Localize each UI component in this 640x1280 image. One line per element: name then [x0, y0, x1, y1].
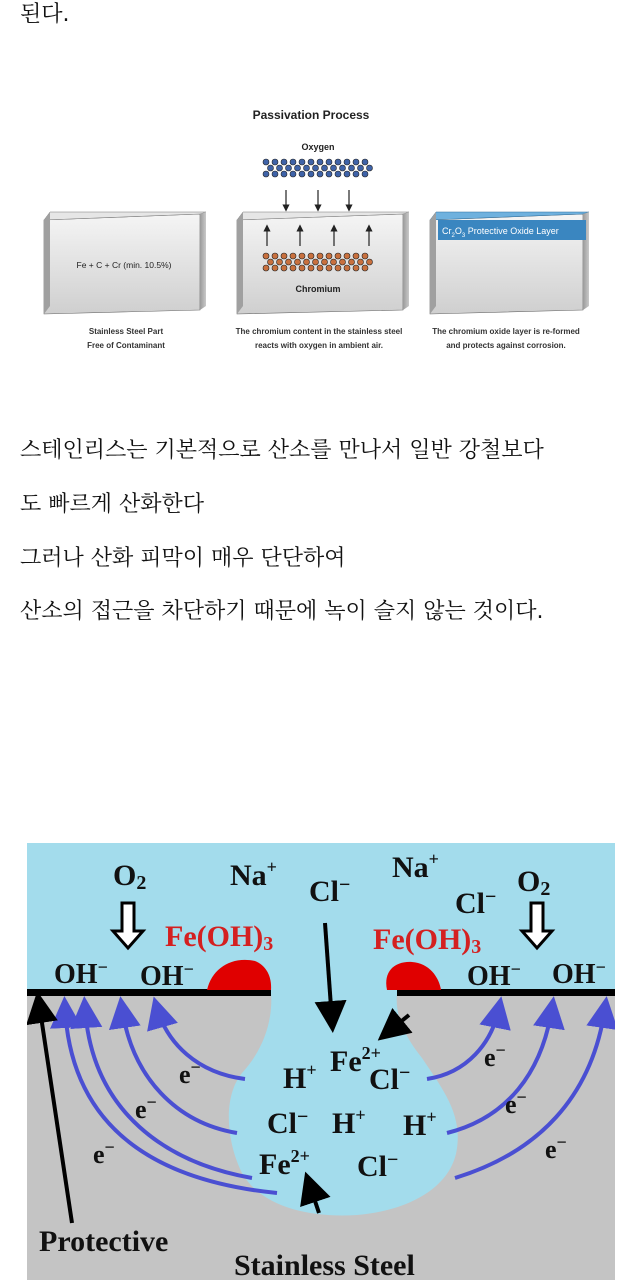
chromium-atom	[358, 259, 364, 265]
oxygen-molecule	[367, 165, 373, 171]
na-ion-right: Na+	[392, 849, 439, 884]
oxygen-molecule	[326, 159, 332, 165]
oxygen-molecule	[340, 165, 346, 171]
chromium-atom	[367, 259, 373, 265]
paragraph-line-1: 스테인리스는 기본적으로 산소를 만나서 일반 강철보다	[20, 438, 544, 463]
passivation-process-figure	[30, 100, 610, 370]
chromium-atom	[331, 259, 337, 265]
chromium-atom	[299, 265, 305, 271]
fe2-ion-upper: $Fe^{2+}$	[330, 1043, 381, 1078]
oxygen-molecule	[308, 171, 314, 177]
chromium-atom	[290, 253, 296, 259]
oxygen-molecule	[268, 165, 274, 171]
box-chromium-reacts	[237, 212, 409, 314]
oxygen-label: Oxygen	[301, 142, 335, 152]
oxygen-molecules	[263, 159, 373, 177]
oxygen-molecule	[286, 165, 292, 171]
oxygen-molecule	[263, 159, 269, 165]
oxygen-molecule	[299, 159, 305, 165]
feoh3-right: Fe(OH)3	[373, 923, 482, 958]
oh-ion-4: OH−	[552, 957, 606, 990]
electron-1: e−	[179, 1057, 201, 1089]
cl-ion-pit-1: Cl−	[369, 1062, 411, 1096]
chromium-atom	[268, 259, 274, 265]
chromium-atom	[353, 253, 359, 259]
oxygen-molecule	[358, 165, 364, 171]
chromium-atom	[317, 253, 323, 259]
fe2-ion-lower: $Fe^{2+}$	[259, 1146, 310, 1181]
chromium-atom	[304, 259, 310, 265]
oxygen-molecule	[281, 171, 287, 177]
chromium-atom	[272, 253, 278, 259]
oxygen-molecule	[295, 165, 301, 171]
top-text-fragment: 된다.	[20, 2, 70, 27]
pitting-corrosion-figure	[27, 843, 615, 1280]
oxygen-molecule	[277, 165, 283, 171]
caption1-line1: Stainless Steel Part	[88, 327, 164, 336]
chromium-atom	[299, 253, 305, 259]
oxide-layer-label: $Cr_2O_3$ Protective Oxide Layer	[442, 226, 559, 239]
caption2-line2: reacts with oxygen in ambient air.	[254, 341, 384, 350]
oxygen-molecule	[308, 159, 314, 165]
electron-4: e−	[484, 1040, 506, 1072]
oxygen-molecule	[362, 171, 368, 177]
oxygen-molecule	[263, 171, 269, 177]
passivation-title: Passivation Process	[252, 108, 370, 122]
chromium-atom	[263, 253, 269, 259]
cl-ion-pit-3: Cl−	[357, 1149, 399, 1183]
oxygen-molecule	[349, 165, 355, 171]
oxygen-molecule	[313, 165, 319, 171]
chromium-atom	[295, 259, 301, 265]
caption1-line2: Free of Contaminant	[87, 341, 165, 350]
chromium-label: Chromium	[295, 284, 341, 294]
chromium-atom	[353, 265, 359, 271]
chromium-atom	[263, 265, 269, 271]
electron-5: e−	[505, 1087, 527, 1119]
box-stainless-part	[44, 212, 206, 314]
paragraph-line-2: 도 빠르게 산화한다	[20, 492, 205, 517]
chromium-atom	[349, 259, 355, 265]
paragraph-line-4: 산소의 접근을 차단하기 때문에 녹이 슬지 않는 것이다.	[20, 599, 544, 624]
oxygen-molecule	[353, 159, 359, 165]
oxygen-molecule	[344, 171, 350, 177]
chromium-atom	[326, 265, 332, 271]
oxygen-molecule	[335, 171, 341, 177]
chromium-atom	[281, 265, 287, 271]
oxygen-molecule	[290, 171, 296, 177]
chromium-atom	[308, 253, 314, 259]
o2-label-left: O2	[113, 859, 147, 894]
oxygen-molecule	[317, 171, 323, 177]
chromium-atom	[326, 253, 332, 259]
o2-label-right: O2	[517, 865, 551, 900]
chromium-atom	[286, 259, 292, 265]
h-ion-3: H+	[403, 1107, 437, 1142]
h-ion-2: H+	[332, 1105, 366, 1140]
electron-6: e−	[545, 1132, 567, 1164]
caption3-line2: and protects against corrosion.	[446, 341, 566, 350]
stainless-steel-label: Stainless Steel	[234, 1249, 415, 1280]
oxygen-molecule	[281, 159, 287, 165]
oh-ion-2: OH−	[140, 959, 194, 992]
chromium-atom	[290, 265, 296, 271]
electron-3: e−	[93, 1137, 115, 1169]
box1-formula: Fe + C + Cr (min. 10.5%)	[76, 260, 172, 270]
chromium-atom	[272, 265, 278, 271]
oxygen-molecule	[304, 165, 310, 171]
chromium-atom	[308, 265, 314, 271]
box-oxide-layer	[430, 212, 589, 314]
chromium-atom	[317, 265, 323, 271]
chromium-atom	[344, 265, 350, 271]
cl-ion-top-right: Cl−	[455, 886, 497, 920]
caption2-line1: The chromium content in the stainless steel	[235, 327, 403, 336]
chromium-atom	[322, 259, 328, 265]
chromium-atom	[335, 265, 341, 271]
chromium-atom	[313, 259, 319, 265]
cl-ion-top-left: Cl−	[309, 874, 351, 908]
chromium-atom	[362, 253, 368, 259]
oxygen-molecule	[331, 165, 337, 171]
oh-ion-3: OH−	[467, 959, 521, 992]
cl-ion-pit-2: Cl−	[267, 1106, 309, 1140]
oxygen-molecule	[272, 159, 278, 165]
chromium-atom	[340, 259, 346, 265]
oxygen-down-arrows	[286, 190, 349, 208]
chromium-atom	[281, 253, 287, 259]
oxygen-molecule	[317, 159, 323, 165]
oxygen-molecule	[322, 165, 328, 171]
chromium-atom	[335, 253, 341, 259]
feoh3-left: Fe(OH)3	[165, 920, 274, 955]
oxygen-molecule	[326, 171, 332, 177]
oxygen-molecule	[272, 171, 278, 177]
protective-label: Protective	[39, 1225, 169, 1258]
chromium-atom	[277, 259, 283, 265]
h-ion-1: H+	[283, 1060, 317, 1095]
electron-2: e−	[135, 1092, 157, 1124]
paragraph-line-3: 그러나 산화 피막이 매우 단단하여	[20, 546, 346, 571]
oh-ion-1: OH−	[54, 957, 108, 990]
chromium-atom	[344, 253, 350, 259]
oxygen-molecule	[344, 159, 350, 165]
oxygen-molecule	[362, 159, 368, 165]
chromium-atom	[362, 265, 368, 271]
oxygen-molecule	[335, 159, 341, 165]
na-ion-left: Na+	[230, 857, 277, 892]
oxygen-molecule	[299, 171, 305, 177]
oxygen-molecule	[290, 159, 296, 165]
oxygen-molecule	[353, 171, 359, 177]
caption3-line1: The chromium oxide layer is re-formed	[432, 327, 580, 336]
